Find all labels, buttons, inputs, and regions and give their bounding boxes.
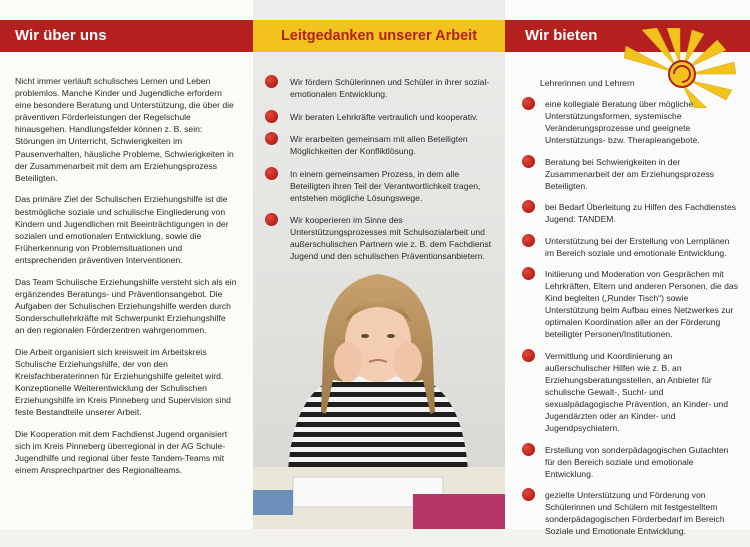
list-item-text: Erstellung von sonderpädagogischen Gutachten für den Bereich soziale und emotionale Entwicklung. (545, 444, 729, 479)
list-item (265, 168, 500, 204)
principles-header-band (253, 20, 505, 52)
about-paragraph: Das Team Schulische Erziehungshilfe versteht sich als ein ergänzendes Beratungs- und Präventionsangebot. Die Aufgaben der Schulischen Erziehungshilfe werden durch Sonderschullehrkräfte mit Schwerpunkt Erziehungshilfe an den regionalen Förderzentren wahrgenommen. (15, 276, 237, 335)
red-bullet-icon (522, 443, 535, 456)
list-item (522, 489, 740, 537)
principles-list (265, 76, 500, 273)
about-paragraph: Nicht immer verläuft schulisches Lernen und Leben problemlos. Manche Kinder und Jugendliche erfordern eine besondere Beratung und Unterstützung, die über die präventiven Förderleistungen der Regelschule hinausgehen. Handlungsfelder können z. B. sein: Störungen im Unterricht, Schwierigkeiten im Pausenverhalten, häusliche Probleme, Schwierigkeiten in der Zusammenarbeit mit dem am Erziehungsprozess Beteiligten. (15, 76, 234, 183)
list-item-text: Vermittlung und Koordinierung an außerschulischer Hilfen wie z. B. an Erziehungsberatungsstellen, an Anbieter für schulische Gewalt-, Sucht- und sexualpädagogische Prävention, an Kinder- und Jugendärzten oder an Kinder- und Jugendpsychiatern. (545, 350, 728, 433)
list-item (522, 201, 740, 225)
about-header-band (0, 20, 253, 52)
offer-title: Wir bieten (525, 27, 598, 44)
red-bullet-icon (522, 349, 535, 362)
list-item (265, 214, 500, 262)
red-bullet-icon (265, 110, 278, 123)
list-item (522, 350, 740, 434)
about-title: Wir über uns (15, 27, 107, 44)
list-item-text: bei Bedarf Überleitung zu Hilfen des Fachdienstes Jugend: TANDEM. (545, 202, 737, 225)
list-item-text: gezielte Unterstützung und Förderung von Schülerinnen und Schülern mit festgestelltem sonderpädagogischen Förderbedarf im Bereich Soziale und Emotionale Entwicklung. (545, 490, 725, 537)
list-item (522, 235, 740, 259)
offer-list (522, 98, 740, 547)
list-item (522, 98, 740, 146)
list-item (522, 156, 740, 192)
red-bullet-icon (522, 267, 535, 280)
list-item-text: Initiierung und Moderation von Gesprächen mit Lehrkräften, Eltern und anderen Personen, die das Kind begleiten („Runder Tisch“) sowie Unterstützung beim Aufbau eines Netzwerkes zur optimalen Koordination aller an der Förderung beteiligter Personen/Institutionen. (545, 269, 739, 340)
red-bullet-icon (522, 97, 535, 110)
red-bullet-icon (265, 132, 278, 145)
red-bullet-icon (522, 488, 535, 501)
list-item (522, 268, 740, 340)
list-item-text: Wir erarbeiten gemeinsam mit allen Beteiligten Möglichkeiten der Konfliktlösung. (290, 134, 468, 156)
principles-title: Leitgedanken unserer Arbeit (280, 28, 478, 44)
offer-intro: Lehrerinnen und Lehrern (540, 78, 635, 88)
about-paragraph: Die Arbeit organisiert sich kreisweit im Arbeitskreis Schulische Erziehungshilfe, der von den Kreisfachberaterinnen für Erziehungshilfe geleitet wird. Konzeptionelle Weiterentwicklung der Schulischen Erziehungshilfe im Kreis Pinneberg und Supervision sind feste Bestandteile unserer Arbeit. (15, 346, 231, 418)
red-bullet-icon (522, 200, 535, 213)
list-item-text: eine kollegiale Beratung über mögliche Unterstützungsformen, systemische Veränderungsprozesse und geeignete Unterstützungs- bzw. Therapieangebote. (545, 99, 700, 145)
list-item-text: Wir fördern Schülerinnen und Schüler in ihrer sozial-emotionalen Entwicklung. (290, 77, 490, 99)
red-bullet-icon (265, 213, 278, 226)
girl-at-desk-photo (253, 262, 505, 529)
sun-logo-icon (622, 28, 742, 108)
list-item-text: In einem gemeinsamen Prozess, in dem alle Beteiligten ihren Teil der Verantwortlichkeit tragen, entstehen mögliche Lösungswege. (290, 168, 481, 203)
list-item-text: Beratung bei Schwierigkeiten in der Zusammenarbeit der am Erziehungsprozess Beteiligten. (545, 156, 715, 191)
list-item (522, 444, 740, 480)
list-item (265, 76, 500, 100)
about-paragraph: Die Kooperation mit dem Fachdienst Jugend organisiert sich im Kreis Pinneberg überregional in der AG Schule-Jugendhilfe und regional über feste Tandem-Teams mit einem Ansprechpartner des Regionalteams. (15, 428, 228, 476)
red-bullet-icon (522, 234, 535, 247)
about-paragraph: Das primäre Ziel der Schulischen Erziehungshilfe ist die bestmögliche soziale und schulische Eingliederung von Kindern und Jugendlichen mit Beeinträchtigungen in der sozialen und emotionalen Entwicklung, sowie die Früherkennung von Problemsituationen und entsprechenden präventiven Interventionen. (15, 194, 229, 265)
about-text (15, 75, 237, 486)
red-bullet-icon (265, 167, 278, 180)
list-item-text: Wir beraten Lehrkräfte vertraulich und kooperativ. (290, 111, 479, 122)
list-item (265, 133, 500, 157)
list-item (265, 111, 500, 123)
list-item-text: Unterstützung bei der Erstellung von Lernplänen im Bereich soziale und emotionale Entwicklung. (545, 235, 730, 258)
red-bullet-icon (265, 75, 278, 88)
list-item-text: Wir kooperieren im Sinne des Unterstützungsprozesses mit Schulsozialarbeit und außerschulischen Partnern wie z. B. dem Fachdienst Jugend und den schulischen Präventionsanbietern. (290, 215, 492, 261)
red-bullet-icon (522, 155, 535, 168)
